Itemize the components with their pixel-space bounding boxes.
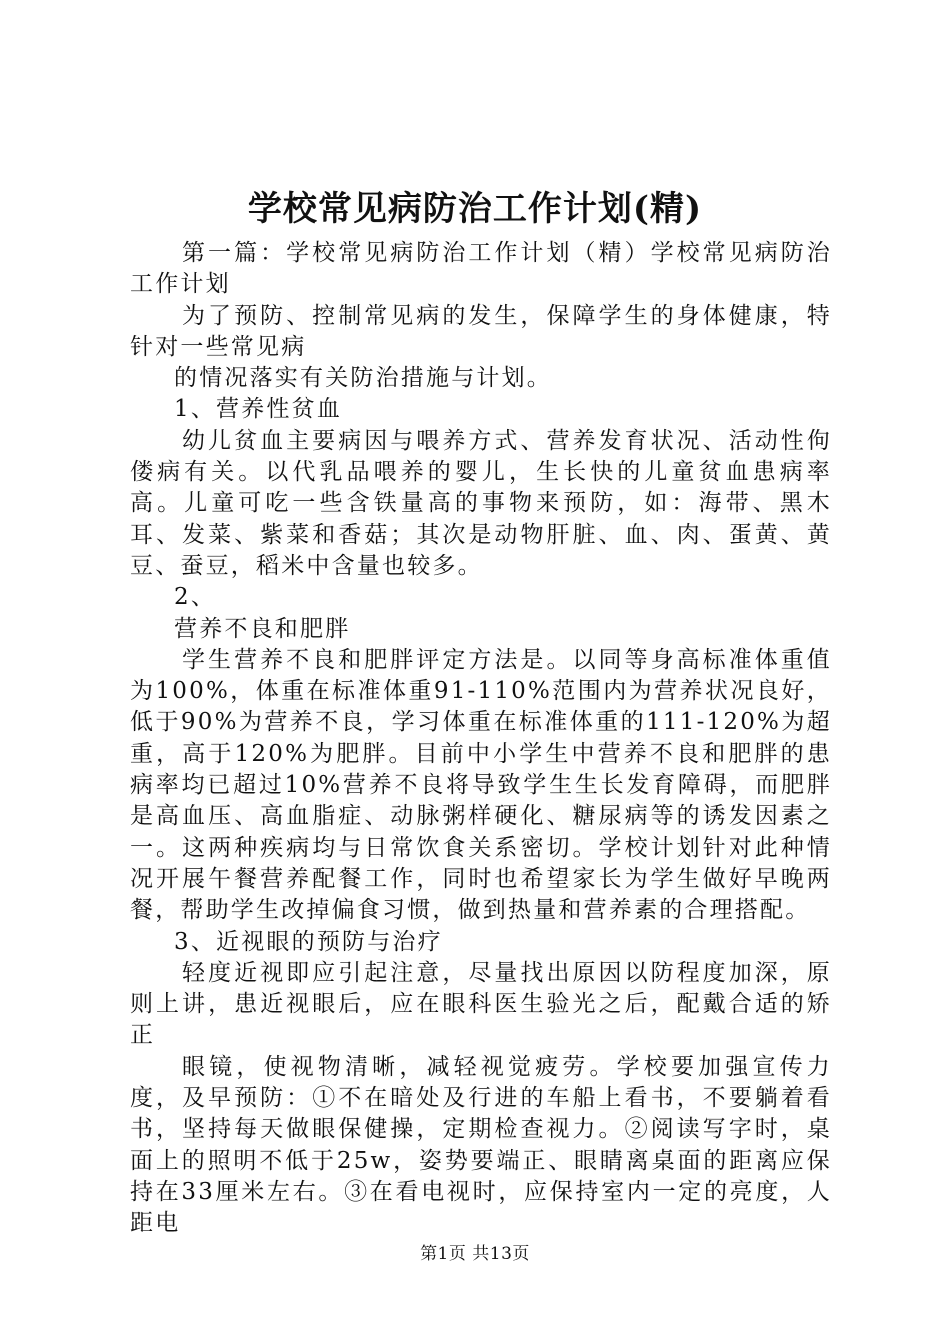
paragraph: 为了预防、控制常见病的发生，保障学生的身体健康，特针对一些常见病 — [130, 302, 832, 360]
paragraph: 眼镜，使视物清晰，减轻视觉疲劳。学校要加强宣传力度，及早预防：①不在暗处及行进的车船上看书，不要躺着看书，坚持每天做眼保健操，定期检查视力。②阅读写字时，桌面上的照明不低于25w，姿势要端正、眼睛离桌面的距离应保持在33厘米左右。③在看电视时，应保持室内一定的亮度，人距电 — [130, 1053, 832, 1237]
section-heading: 营养不良和肥胖 — [174, 615, 351, 642]
paragraph: 学生营养不良和肥胖评定方法是。以同等身高标准体重值为100%，体重在标准体重91-110%范围内为营养状况良好，低于90%为营养不良，学习体重在标准体重的111-120%为超重，高于120%为肥胖。目前中小学生中营养不良和肥胖的患病率均已超过10%营养不良将导致学生生长发育障碍，而肥胖是高血压、高血脂症、动脉粥样硬化、糖尿病等的诱发因素之一。这两种疾病均与日常饮食关系密切。学校计划针对此种情况开展午餐营养配餐工作，同时也希望家长为学生做好早晚两餐，帮助学生改掉偏食习惯，做到热量和营养素的合理搭配。 — [130, 646, 832, 924]
section-heading: 3、近视眼的预防与治疗 — [174, 928, 443, 955]
document-body — [130, 238, 832, 1240]
paragraph: 第一篇：学校常见病防治工作计划（精）学校常见病防治工作计划 — [130, 240, 832, 298]
page-footer: 第1页 共13页 — [420, 1244, 530, 1264]
section-number: 2、 — [174, 584, 217, 611]
paragraph: 轻度近视即应引起注意，尽量找出原因以防程度加深，原则上讲，患近视眼后，应在眼科医生验光之后，配戴合适的矫正 — [130, 959, 832, 1049]
paragraph: 幼儿贫血主要病因与喂养方式、营养发育状况、活动性佝偻病有关。以代乳品喂养的婴儿，生长快的儿童贫血患病率高。儿童可吃一些含铁量高的事物来预防，如：海带、黑木耳、发菜、紫菜和香菇；其次是动物肝脏、血、肉、蛋黄、黄豆、蚕豆，稻米中含量也较多。 — [130, 427, 832, 579]
paragraph: 的情况落实有关防治措施与计划。 — [174, 365, 552, 392]
document-title: 学校常见病防治工作计划(精) — [247, 189, 703, 229]
section-heading: 1、营养性贫血 — [174, 396, 343, 423]
